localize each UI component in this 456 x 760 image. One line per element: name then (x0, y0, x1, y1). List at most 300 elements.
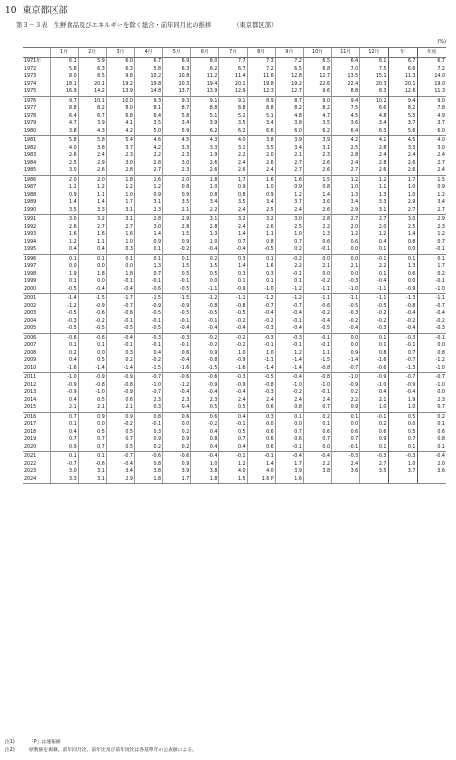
table-cell: 0.1 (78, 254, 106, 263)
table-cell: -0.4 (332, 325, 360, 333)
table-cell: 19.8 (247, 81, 275, 89)
table-cell: 3.7 (388, 468, 417, 476)
row-year: 2004 (24, 318, 37, 324)
row-year: 2005 (24, 326, 37, 332)
table-cell: -0.2 (275, 389, 303, 397)
table-cell: 0.7 (388, 350, 417, 358)
table-cell: 0.3 (219, 271, 247, 279)
table-cell: -1.5 (134, 294, 162, 303)
table-cell: 3.1 (134, 199, 162, 207)
row-year: 2022 (24, 461, 37, 467)
table-cell: -0.4 (191, 246, 219, 254)
row-year: 1980 (24, 128, 37, 134)
table-cell: 2.7 (275, 160, 303, 168)
table-cell: -0.5 (134, 325, 162, 333)
table-cell: 3.6 (332, 120, 360, 128)
table-cell: -0.9 (219, 286, 247, 294)
table-cell: 0.4 (360, 239, 388, 247)
table-cell: 20.3 (360, 81, 388, 89)
table-cell: 8.0 (191, 58, 219, 66)
row-year: 1989 (24, 200, 37, 206)
table-cell: 0.7 (332, 436, 360, 444)
table-cell: 2.3 (134, 397, 162, 405)
table-cell: 0.1 (78, 342, 106, 350)
table-cell: 22.4 (332, 81, 360, 89)
table-cell: 6.2 (303, 128, 331, 136)
table-cell: 0.1 (417, 444, 446, 452)
column-header: 10月 (303, 48, 331, 58)
table-cell: 0.0 (332, 271, 360, 279)
table-row (23, 303, 446, 311)
table-cell: 2.6 (247, 160, 275, 168)
table-cell: 2.8 (332, 152, 360, 160)
table-cell: 3.8 (50, 128, 78, 136)
table-cell: -0.3 (50, 318, 78, 326)
table-cell: -0.9 (219, 357, 247, 365)
table-cell: 3.3 (360, 199, 388, 207)
table-cell: 3.1 (78, 468, 106, 476)
table-cell: 20.1 (388, 81, 417, 89)
table-cell: 4.9 (417, 113, 446, 121)
table-cell: 0.3 (106, 350, 134, 358)
table-cell: 2.2 (303, 224, 331, 232)
table-cell: 3.8 (191, 468, 219, 476)
table-cell: 2.9 (332, 207, 360, 215)
table-cell: 5.9 (163, 128, 191, 136)
table-cell: 0.6 (247, 444, 275, 452)
table-cell: -1.2 (191, 294, 219, 303)
table-cell: -0.8 (78, 382, 106, 390)
table-cell: -1.0 (78, 389, 106, 397)
table-cell: -0.3 (247, 325, 275, 333)
table-cell: 3.9 (303, 136, 331, 145)
table-cell: 2.2 (191, 207, 219, 215)
table-row (23, 167, 446, 175)
table-cell: 1.7 (219, 175, 247, 184)
table-cell: 6.8 (303, 66, 331, 74)
table-cell: 6.7 (219, 66, 247, 74)
table-cell: 0.9 (163, 239, 191, 247)
table-cell: 1.6 (78, 231, 106, 239)
table-cell: 0.9 (360, 436, 388, 444)
table-cell: 0.1 (360, 342, 388, 350)
table-cell (417, 476, 446, 484)
table-cell: 0.7 (275, 239, 303, 247)
table-cell: 14.8 (134, 88, 162, 96)
row-year: 1984 (24, 160, 37, 166)
table-cell: 4.0 (219, 468, 247, 476)
table-cell: 4.5 (388, 136, 417, 145)
table-cell: 19.8 (134, 81, 162, 89)
table-cell: 1.0 (191, 184, 219, 192)
table-cell: 2.6 (191, 167, 219, 175)
table-cell: 0.0 (388, 421, 417, 429)
table-cell: 0.0 (303, 271, 331, 279)
table-cell: 2.7 (360, 461, 388, 469)
table-cell: 19.4 (191, 81, 219, 89)
table-cell: -0.1 (417, 333, 446, 342)
table-cell: -0.5 (163, 310, 191, 318)
table-subtitle: 第３－３表 生鮮食品及びエネルギーを除く総合・前年同月比の推移 (16, 22, 212, 29)
table-cell: -0.8 (303, 373, 331, 382)
table-cell: -0.3 (388, 333, 417, 342)
table-cell: 0.0 (332, 333, 360, 342)
table-cell: -0.6 (106, 310, 134, 318)
table-cell: 3.5 (219, 199, 247, 207)
table-cell: 19.2 (106, 81, 134, 89)
table-cell: 1.2 (417, 192, 446, 200)
table-cell: 2.6 (388, 167, 417, 175)
table-cell: 1.0 (191, 239, 219, 247)
table-row (23, 105, 446, 113)
table-cell: 0.1 (134, 246, 162, 254)
table-cell: 1.2 (360, 231, 388, 239)
table-cell: 9.0 (417, 96, 446, 105)
table-cell: 2.4 (417, 167, 446, 175)
table-cell: -1.2 (50, 303, 78, 311)
table-cell: 6.4 (332, 58, 360, 66)
table-cell: 5.2 (219, 113, 247, 121)
table-cell: 5.8 (50, 66, 78, 74)
table-cell: -0.4 (417, 310, 446, 318)
table-cell: 1.0 (332, 184, 360, 192)
table-cell: -1.0 (332, 286, 360, 294)
table-cell: 1.4 (134, 231, 162, 239)
table-cell: 1.9 (191, 152, 219, 160)
table-cell: -0.4 (275, 310, 303, 318)
table-cell: -0.8 (191, 303, 219, 311)
table-cell: 0.0 (332, 421, 360, 429)
table-cell: -0.8 (247, 382, 275, 390)
table-cell: -0.7 (388, 373, 417, 382)
table-cell: 1.3 (388, 263, 417, 271)
table-cell: -0.3 (388, 452, 417, 461)
table-cell: 1.4 (303, 192, 331, 200)
table-cell: -0.8 (219, 303, 247, 311)
table-cell: 5.6 (388, 128, 417, 136)
table-cell: -1.4 (50, 294, 78, 303)
table-cell: 3.6 (303, 199, 331, 207)
table-cell: 0.1 (247, 278, 275, 286)
table-cell: -0.2 (106, 421, 134, 429)
table-cell: -1.0 (275, 382, 303, 390)
table-cell: 12.6 (388, 88, 417, 96)
table-cell: 0.3 (134, 404, 162, 412)
table-cell: 1.7 (106, 199, 134, 207)
table-cell: 2.2 (134, 152, 162, 160)
table-cell: 20.1 (78, 81, 106, 89)
table-cell: 0.5 (388, 429, 417, 437)
table-cell: 0.8 (388, 239, 417, 247)
table-cell: -0.4 (78, 286, 106, 294)
table-row (23, 184, 446, 192)
table-cell: -0.1 (163, 278, 191, 286)
table-cell: 6.1 (50, 58, 78, 66)
table-cell: 0.4 (78, 246, 106, 254)
table-cell: 4.7 (50, 120, 78, 128)
table-cell: 10.0 (106, 96, 134, 105)
table-cell: 2.7 (360, 215, 388, 224)
table-cell: 3.1 (303, 145, 331, 153)
table-cell: 2.1 (106, 404, 134, 412)
table-cell: 0.1 (219, 278, 247, 286)
table-cell: 0.3 (247, 412, 275, 421)
table-cell: -1.1 (247, 357, 275, 365)
table-cell: -1.0 (360, 382, 388, 390)
table-cell: 1.5 (417, 175, 446, 184)
table-cell: 1.5 (191, 263, 219, 271)
table-cell: 8.8 (50, 105, 78, 113)
table-cell: 1.5 (163, 231, 191, 239)
table-cell: 3.4 (163, 120, 191, 128)
table-cell: -0.5 (219, 310, 247, 318)
table-cell: 10.8 (163, 73, 191, 81)
table-body (23, 58, 446, 484)
table-cell: -0.2 (417, 318, 446, 326)
table-cell: 4.2 (106, 128, 134, 136)
table-cell: 1.6 (247, 175, 275, 184)
table-cell: 1.6 (134, 175, 162, 184)
table-cell: -0.6 (78, 310, 106, 318)
table-cell: -0.1 (163, 342, 191, 350)
table-row (23, 452, 446, 461)
table-cell: 1.1 (303, 350, 331, 358)
table-cell: 1.2 (360, 175, 388, 184)
table-cell: 0.3 (106, 246, 134, 254)
table-row (23, 397, 446, 405)
table-cell: 1.6 (275, 175, 303, 184)
table-cell: 2.4 (332, 461, 360, 469)
table-cell: 1.9 (388, 397, 417, 405)
table-cell: 2.0 (332, 224, 360, 232)
table-cell: 1.0 (106, 239, 134, 247)
table-cell: 0.9 (417, 184, 446, 192)
table-cell: 0.8 (417, 350, 446, 358)
table-cell: -0.2 (78, 318, 106, 326)
table-cell: 6.7 (78, 113, 106, 121)
table-cell: -0.7 (417, 373, 446, 382)
table-cell: 0.2 (417, 271, 446, 279)
table-cell: 0.5 (78, 397, 106, 405)
table-cell: -0.9 (219, 382, 247, 390)
table-cell: 4.8 (275, 113, 303, 121)
table-cell: 2.4 (360, 152, 388, 160)
table-cell: 2.4 (219, 207, 247, 215)
table-cell: 2.2 (219, 152, 247, 160)
table-cell: 1.7 (388, 175, 417, 184)
table-cell: -1.2 (247, 294, 275, 303)
table-cell: 3.0 (163, 160, 191, 168)
table-cell: -0.7 (332, 365, 360, 373)
table-cell: 5.4 (106, 136, 134, 145)
table-cell: 6.2 (191, 66, 219, 74)
table-cell: 1.1 (247, 231, 275, 239)
table-cell: 2.6 (303, 167, 331, 175)
table-cell: 0.0 (78, 278, 106, 286)
table-cell: -0.4 (219, 389, 247, 397)
section-number: 10 (5, 6, 17, 16)
table-cell: 7.2 (417, 66, 446, 74)
table-cell: -0.2 (219, 342, 247, 350)
table-cell: 20.1 (219, 81, 247, 89)
table-cell: 3.5 (247, 145, 275, 153)
table-cell: 11.3 (388, 73, 417, 81)
table-cell: -0.5 (360, 303, 388, 311)
table-cell: 3.3 (163, 145, 191, 153)
table-cell: -0.7 (106, 452, 134, 461)
table-cell: -0.2 (360, 310, 388, 318)
row-year: 1985 (24, 168, 37, 174)
table-cell: 3.8 (247, 136, 275, 145)
table-cell: 6.8 (106, 113, 134, 121)
table-cell: 1.3 (191, 231, 219, 239)
table-cell: 0.1 (388, 444, 417, 452)
table-cell: 0.6 (360, 429, 388, 437)
table-cell: 0.0 (78, 350, 106, 358)
table-cell: -0.4 (163, 389, 191, 397)
table-cell: 0.1 (50, 452, 78, 461)
table-cell: 3.2 (78, 215, 106, 224)
table-row (23, 66, 446, 74)
table-cell: 0.4 (219, 444, 247, 452)
table-cell: -0.4 (106, 461, 134, 469)
table-cell: -0.6 (78, 461, 106, 469)
table-cell: -1.6 (163, 365, 191, 373)
table-cell: 8.8 (247, 105, 275, 113)
table-cell: 1.5 (219, 476, 247, 484)
table-cell: 0.8 (275, 404, 303, 412)
table-cell: 0.1 (360, 271, 388, 279)
table-cell: 3.0 (134, 224, 162, 232)
table-row (23, 468, 446, 476)
table-cell: 1.8 (78, 271, 106, 279)
table-cell: 0.0 (417, 342, 446, 350)
table-cell: 2.5 (332, 145, 360, 153)
table-cell: 1.5 (303, 175, 331, 184)
table-cell: -1.1 (303, 286, 331, 294)
row-year: 2014 (24, 397, 37, 403)
table-cell: -0.1 (219, 421, 247, 429)
table-cell (332, 476, 360, 484)
table-cell: 4.1 (106, 120, 134, 128)
table-cell: 1.2 (106, 184, 134, 192)
table-cell: -0.7 (388, 357, 417, 365)
table-cell: 12.7 (275, 88, 303, 96)
unit-label: (%) (437, 39, 446, 45)
table-cell: 0.7 (50, 436, 78, 444)
table-cell: 2.6 (50, 152, 78, 160)
table-cell: 2.1 (50, 404, 78, 412)
table-cell: 0.2 (163, 444, 191, 452)
table-cell: 0.2 (332, 389, 360, 397)
table-cell: 0.1 (388, 254, 417, 263)
table-row (23, 96, 446, 105)
table-row (23, 389, 446, 397)
table-cell: -1.6 (50, 365, 78, 373)
table-cell: -0.2 (163, 246, 191, 254)
table-cell: -1.1 (417, 294, 446, 303)
table-cell: -0.9 (50, 382, 78, 390)
table-cell: -0.6 (191, 373, 219, 382)
row-year: 1975 (24, 89, 37, 95)
row-year: 1971年 (24, 59, 42, 65)
table-cell: 5.1 (191, 113, 219, 121)
table-cell: 5.8 (134, 66, 162, 74)
table-cell: -0.7 (134, 373, 162, 382)
table-cell: 11.2 (191, 73, 219, 81)
table-row (23, 246, 446, 254)
table-cell: 3.4 (191, 199, 219, 207)
table-cell: 0.4 (134, 350, 162, 358)
table-cell: -0.3 (163, 333, 191, 342)
table-cell: 7.5 (360, 66, 388, 74)
table-cell: 1.6 (50, 231, 78, 239)
table-cell: 5.5 (388, 113, 417, 121)
table-cell: 6.3 (360, 128, 388, 136)
table-cell: 2.7 (106, 224, 134, 232)
table-cell: -0.3 (332, 310, 360, 318)
table-cell: 2.7 (388, 207, 417, 215)
row-year: 2012 (24, 382, 37, 388)
column-header: 9月 (275, 48, 303, 58)
table-cell: 3.2 (219, 215, 247, 224)
table-cell: 0.9 (134, 436, 162, 444)
table-cell: -1.0 (332, 373, 360, 382)
table-cell: -0.4 (191, 452, 219, 461)
table-cell: -1.4 (247, 365, 275, 373)
table-cell: 6.0 (275, 128, 303, 136)
table-cell: 2.4 (332, 160, 360, 168)
table-cell: 0.7 (303, 404, 331, 412)
table-cell: 2.1 (275, 152, 303, 160)
table-cell: -0.1 (303, 342, 331, 350)
table-cell: -0.9 (191, 382, 219, 390)
table-cell: -0.2 (303, 278, 331, 286)
table-cell: 3.8 (303, 468, 331, 476)
table-row (23, 318, 446, 326)
table-cell: 3.3 (388, 145, 417, 153)
table-cell: -1.1 (303, 294, 331, 303)
table-cell: 0.7 (303, 436, 331, 444)
table-cell: 2.1 (78, 404, 106, 412)
table-row (23, 145, 446, 153)
table-cell: -0.1 (388, 342, 417, 350)
table-cell: 6.7 (134, 58, 162, 66)
table-cell: 0.9 (219, 184, 247, 192)
table-row (23, 224, 446, 232)
table-cell: -1.1 (360, 294, 388, 303)
table-cell: 20.3 (163, 81, 191, 89)
table-cell: 0.1 (360, 246, 388, 254)
table-cell: 10.2 (360, 96, 388, 105)
table-cell: -0.1 (106, 278, 134, 286)
table-cell: 1.8 (191, 476, 219, 484)
table-cell: -0.1 (106, 318, 134, 326)
table-cell: 2.8 (106, 167, 134, 175)
table-cell: 3.5 (219, 120, 247, 128)
section-name: 東京都区部 (22, 6, 68, 16)
table-cell: -1.2 (417, 357, 446, 365)
table-cell: 2.4 (247, 397, 275, 405)
table-cell: 1.4 (78, 199, 106, 207)
table-cell: 2.4 (78, 152, 106, 160)
row-year: 1986 (23, 175, 50, 184)
table-cell: -0.9 (388, 286, 417, 294)
table-cell (388, 476, 417, 484)
table-cell: 9.1 (191, 96, 219, 105)
table-cell: 8.2 (388, 105, 417, 113)
table-cell: 4.5 (332, 113, 360, 121)
